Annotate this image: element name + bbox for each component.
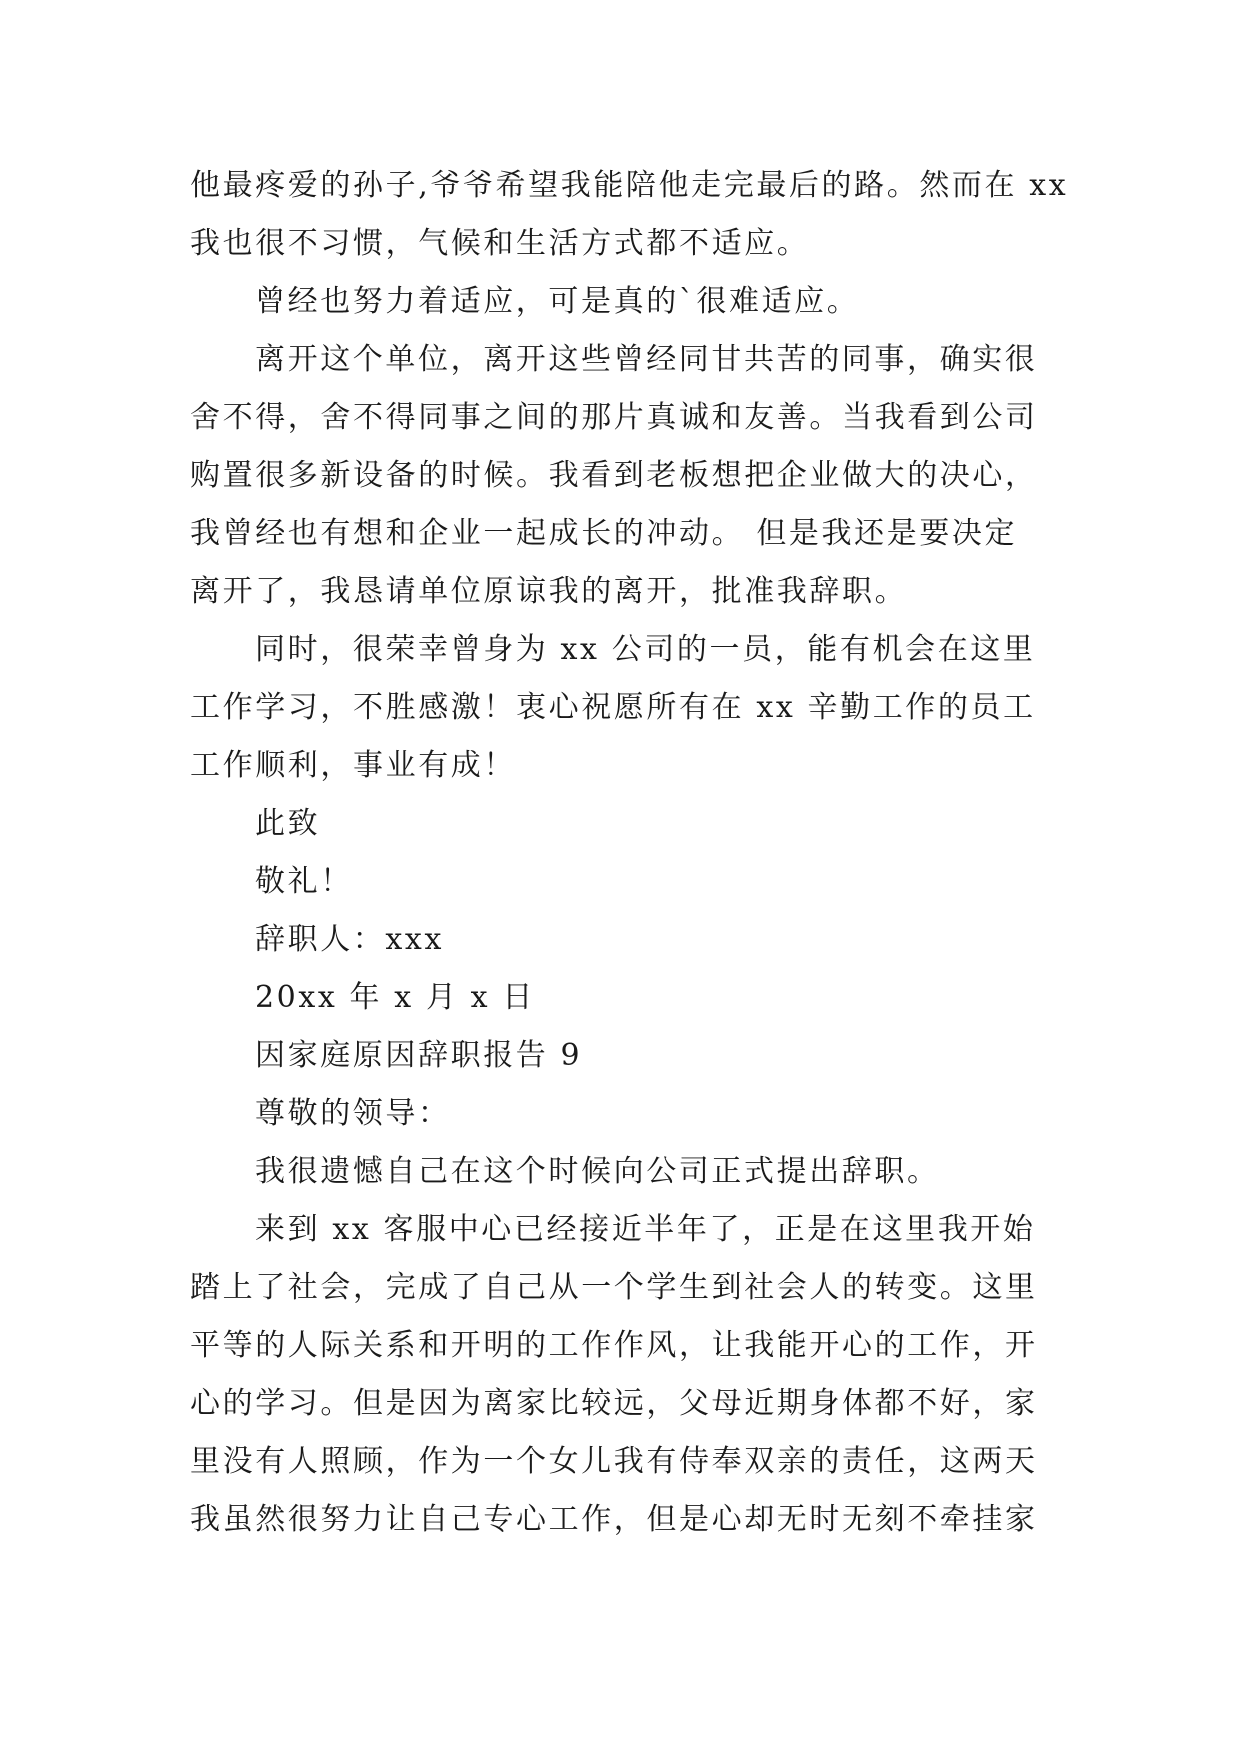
text-line: 平等的人际关系和开明的工作作风，让我能开心的工作，开: [190, 1328, 1038, 1363]
text-line: 购置很多新设备的时候。我看到老板想把企业做大的决心，: [190, 458, 1038, 493]
text-line: 20xx 年 x 月 x 日: [255, 980, 535, 1015]
text-line: 辞职人：xxx: [255, 922, 444, 957]
text-line: 尊敬的领导：: [255, 1096, 451, 1131]
text-line: 同时，很荣幸曾身为 xx 公司的一员，能有机会在这里: [255, 632, 1036, 667]
text-line: 心的学习。但是因为离家比较远，父母近期身体都不好，家: [190, 1386, 1038, 1421]
text-line: 我曾经也有想和企业一起成长的冲动。 但是我还是要决定: [190, 516, 1018, 551]
text-line: 工作顺利，事业有成！: [190, 748, 516, 783]
text-line: 敬礼！: [255, 864, 353, 899]
text-line: 离开这个单位，离开这些曾经同甘共苦的同事，确实很: [255, 342, 1038, 377]
text-line: 我虽然很努力让自己专心工作，但是心却无时无刻不牵挂家: [190, 1502, 1038, 1537]
text-line: 他最疼爱的孙子,爷爷希望我能陪他走完最后的路。然而在 xx: [190, 168, 1069, 203]
text-line: 舍不得，舍不得同事之间的那片真诚和友善。当我看到公司: [190, 400, 1038, 435]
text-line: 工作学习，不胜感激！衷心祝愿所有在 xx 辛勤工作的员工: [190, 690, 1036, 725]
text-line: 离开了，我恳请单位原谅我的离开，批准我辞职。: [190, 574, 908, 609]
text-line: 此致: [255, 806, 321, 841]
text-line: 来到 xx 客服中心已经接近半年了，正是在这里我开始: [255, 1212, 1036, 1247]
text-line: 因家庭原因辞职报告 9: [255, 1038, 583, 1073]
text-line: 曾经也努力着适应，可是真的`很难适应。: [255, 284, 860, 319]
text-line: 里没有人照顾，作为一个女儿我有侍奉双亲的责任，这两天: [190, 1444, 1038, 1479]
text-line: 我也很不习惯，气候和生活方式都不适应。: [190, 226, 810, 261]
text-line: 踏上了社会，完成了自己从一个学生到社会人的转变。这里: [190, 1270, 1038, 1305]
text-line: 我很遗憾自己在这个时候向公司正式提出辞职。: [255, 1154, 940, 1189]
